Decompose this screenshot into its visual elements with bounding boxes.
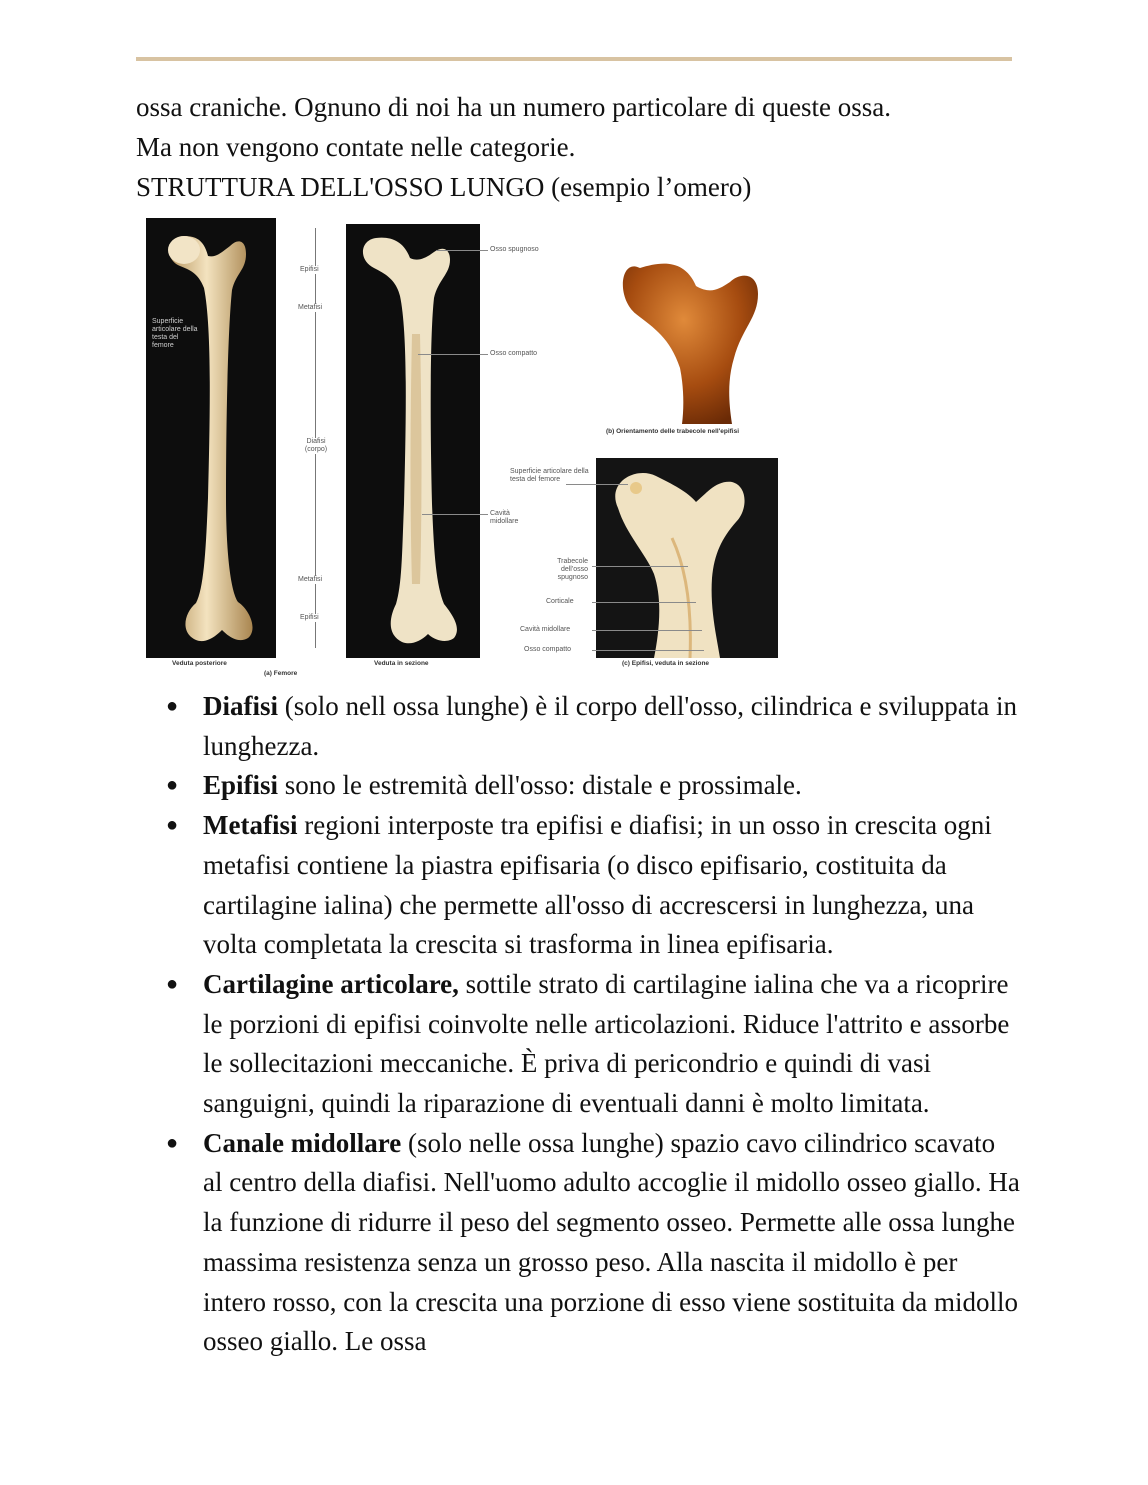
term-epifisi: Epifisi	[203, 770, 279, 801]
caption-a: (a) Femore	[264, 670, 298, 677]
header-rule	[136, 57, 1012, 61]
label-spongy-bone: Osso spugnoso	[490, 246, 539, 253]
ruler-diafisi: Diafisi (corpo)	[302, 438, 330, 454]
caption-b: (b) Orientamento delle trabecole nell'epifisi	[606, 428, 740, 435]
ruler-epifisi-top: Epifisi	[300, 266, 319, 273]
term-diafisi: Diafisi	[203, 691, 279, 721]
label-cortex: Corticale	[546, 598, 574, 605]
epiphysis-section-drawing	[596, 458, 778, 658]
ruler-metafisi-bottom: Metafisi	[298, 576, 323, 583]
femur-figure	[146, 218, 786, 680]
label-detail-compact: Osso compatto	[524, 646, 572, 653]
list-item: ● Diafisi (solo nell ossa lunghe) è il corpo dell'osso, cilindrica e sviluppata in lunghezza.	[160, 687, 1020, 766]
caption-c: (c) Epifisi, veduta in sezione	[622, 660, 710, 667]
intro-text	[136, 87, 1016, 207]
caption-posterior: Veduta posteriore	[172, 660, 227, 667]
femur-section-panel	[346, 224, 480, 658]
label-marrow-cavity: Cavità midollare	[490, 510, 519, 525]
epiphysis-section-panel	[596, 458, 778, 658]
intro-line-2: Ma non vengono contate nelle categorie.	[136, 132, 576, 162]
region-ruler	[296, 228, 336, 648]
label-head-surface: Superficie articolare della testa del femore	[152, 318, 198, 349]
caption-section: Veduta in sezione	[374, 660, 429, 667]
term-cartilagine: Cartilagine articolare,	[203, 968, 459, 999]
femur-section-drawing	[346, 224, 480, 658]
list-item: ● Cartilagine articolare, sottile strato di cartilagine ialina che va a ricoprire le porzioni di epifisi coinvolte nelle articolazioni. Riduce l'attrito e assorbe le sollecitazioni meccaniche. È priva di pericondrio e quindi di vasi sanguigni, quindi la riparazione di eventuali danni è molto limitata.	[160, 965, 1020, 1124]
ruler-metafisi-top: Metafisi	[298, 304, 323, 311]
list-item: ● Metafisi regioni interposte tra epifisi e diafisi; in un osso in crescita ogni metafisi contiene la piastra epifisaria (o disco epifisario, costituita da cartilagine ialina) che permette all'osso di accrescersi in lunghezza, una volta completata la crescita si trasforma in linea epifisaria.	[160, 806, 1020, 965]
label-detail-head-surface: Superficie articolare della testa del femore	[510, 468, 589, 483]
bone-parts-list	[160, 687, 1020, 1362]
label-trabecole: Trabecole dell'osso spugnoso	[557, 558, 588, 581]
term-metafisi: Metafisi	[203, 810, 298, 841]
label-detail-marrow: Cavità midollare	[520, 626, 571, 633]
femur-posterior-drawing	[146, 218, 276, 658]
section-heading: STRUTTURA DELL'OSSO LUNGO (esempio l’omero)	[136, 172, 752, 202]
femur-posterior-panel	[146, 218, 276, 658]
list-item: ● Epifisi sono le estremità dell'osso: distale e prossimale.	[160, 766, 1020, 806]
ruler-epifisi-bottom: Epifisi	[300, 614, 319, 621]
term-canale: Canale midollare	[203, 1127, 402, 1158]
label-compact-bone: Osso compatto	[490, 350, 538, 357]
list-item: ● Canale midollare (solo nelle ossa lunghe) spazio cavo cilindrico scavato al centro della diafisi. Nell'uomo adulto accoglie il midollo osseo giallo. Ha la funzione di ridurre il peso del segmento osseo. Permette alle ossa lunghe massima resistenza senza un grosso peso. Alla nascita il midollo è per intero rosso, con la crescita una porzione di esso viene sostituita da midollo osseo giallo. Le ossa	[160, 1124, 1020, 1362]
epiphysis-orientation-image	[600, 228, 778, 424]
intro-line-1: ossa craniche. Ognuno di noi ha un numero particolare di queste ossa.	[136, 92, 892, 122]
